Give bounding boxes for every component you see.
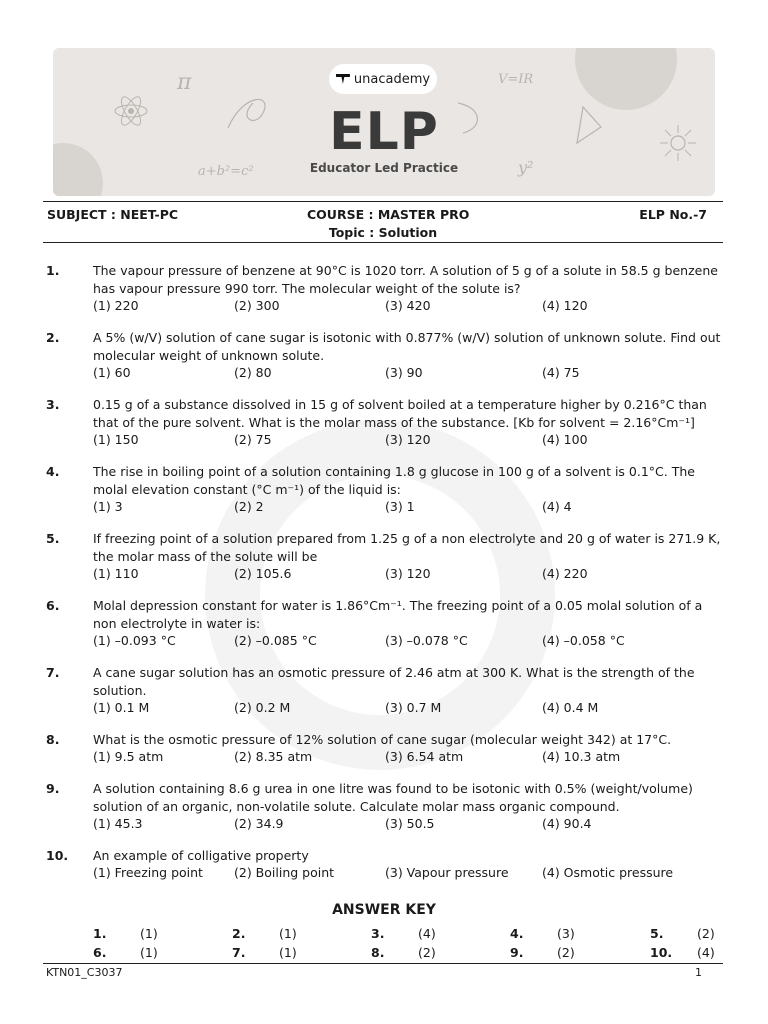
doodle-y-squared: y² (518, 158, 534, 177)
option-row (93, 297, 723, 315)
option: (2) –0.085 °C (234, 633, 317, 648)
option: (3) 0.7 M (385, 700, 442, 715)
option: (2) 34.9 (234, 816, 284, 831)
option-row (93, 498, 723, 516)
doodle-ohms-law: V=IR (498, 72, 534, 87)
answer-value: (1) (279, 926, 297, 941)
option: (3) 1 (385, 499, 415, 514)
page-title: ELP (329, 102, 439, 162)
question-number: 9. (46, 781, 60, 796)
answer-key-row (0, 926, 768, 944)
option: (3) 50.5 (385, 816, 435, 831)
elp-number: ELP No.-7 (639, 207, 707, 222)
brand-name: unacademy (353, 71, 431, 87)
option: (3) –0.078 °C (385, 633, 468, 648)
answer-value: (3) (557, 926, 575, 941)
answer-question-number: 6. (93, 945, 107, 960)
question-text: The vapour pressure of benzene at 90°C is 1020 torr. A solution of 5 g of a solute in 58.5 g benzene has vapour pressure 990 torr. The molecular weight of the solute is? (93, 263, 718, 296)
header-banner (53, 48, 715, 196)
answer-question-number: 5. (650, 926, 664, 941)
option: (3) 420 (385, 298, 431, 313)
topic-label: Topic : Solution (328, 225, 438, 240)
brand-badge (329, 64, 437, 94)
answer-question-number: 4. (510, 926, 524, 941)
option-row (93, 748, 723, 766)
answer-question-number: 3. (371, 926, 385, 941)
option: (1) 45.3 (93, 816, 143, 831)
option: (1) 60 (93, 365, 131, 380)
answer-question-number: 9. (510, 945, 524, 960)
option: (3) 120 (385, 432, 431, 447)
question-number: 10. (46, 848, 69, 863)
option: (4) 220 (542, 566, 588, 581)
answer-value: (4) (418, 926, 436, 941)
question-text: The rise in boiling point of a solution containing 1.8 g glucose in 100 g of a solvent is 0.1°C. The molal elevation constant (°C m⁻¹) of the liquid is: (93, 464, 695, 497)
question-number: 1. (46, 263, 60, 278)
question-text: Molal depression constant for water is 1.86°Cm⁻¹. The freezing point of a 0.05 molal solution of a non electrolyte in water is: (93, 598, 703, 631)
unacademy-logo-icon (336, 74, 350, 84)
answer-question-number: 7. (232, 945, 246, 960)
option: (1) 150 (93, 432, 139, 447)
footer-divider (43, 963, 723, 964)
option: (2) 105.6 (234, 566, 292, 581)
option: (3) Vapour pressure (385, 865, 509, 880)
question-text: A 5% (w/V) solution of cane sugar is isotonic with 0.877% (w/V) solution of unknown solute. Find out molecular weight of unknown solute. (93, 330, 721, 363)
question-text: A cane sugar solution has an osmotic pressure of 2.46 atm at 300 K. What is the strength of the solution. (93, 665, 695, 698)
option: (3) 90 (385, 365, 423, 380)
option: (2) 75 (234, 432, 272, 447)
answer-key-title: ANSWER KEY (332, 902, 436, 918)
option-row (93, 565, 723, 583)
option: (1) 110 (93, 566, 139, 581)
option: (1) 0.1 M (93, 700, 150, 715)
meta-row (43, 201, 723, 243)
option: (4) 75 (542, 365, 580, 380)
answer-value: (1) (140, 926, 158, 941)
decor-circle (575, 48, 677, 110)
option: (4) 90.4 (542, 816, 592, 831)
question-number: 7. (46, 665, 60, 680)
question-number: 4. (46, 464, 60, 479)
answer-question-number: 8. (371, 945, 385, 960)
question-text: 0.15 g of a substance dissolved in 15 g of solvent boiled at a temperature higher by 0.216°C than that of the pure solvent. What is the molar mass of the substance. [Kb for solvent = 2.16°Cm⁻¹] (93, 397, 707, 430)
answer-value: (2) (418, 945, 436, 960)
option: (2) 0.2 M (234, 700, 291, 715)
option: (4) 0.4 M (542, 700, 599, 715)
option: (4) Osmotic pressure (542, 865, 674, 880)
option: (1) 220 (93, 298, 139, 313)
question-text: A solution containing 8.6 g urea in one litre was found to be isotonic with 0.5% (weight/volume) solution of an organic, non-volatile solute. Calculate molar mass organic compound. (93, 781, 693, 814)
answer-value: (1) (279, 945, 297, 960)
question-number: 3. (46, 397, 60, 412)
option: (3) 6.54 atm (385, 749, 464, 764)
answer-question-number: 1. (93, 926, 107, 941)
option-row (93, 815, 723, 833)
option: (2) 8.35 atm (234, 749, 313, 764)
option: (2) 2 (234, 499, 264, 514)
option: (1) 9.5 atm (93, 749, 164, 764)
question-number: 2. (46, 330, 60, 345)
question-number: 5. (46, 531, 60, 546)
option: (4) –0.058 °C (542, 633, 625, 648)
answer-key-row (0, 945, 768, 963)
option: (1) 3 (93, 499, 123, 514)
option-row (93, 864, 723, 882)
option-row (93, 632, 723, 650)
option-row (93, 364, 723, 382)
answer-value: (2) (697, 926, 715, 941)
option: (4) 4 (542, 499, 572, 514)
option: (4) 120 (542, 298, 588, 313)
answer-value: (1) (140, 945, 158, 960)
option: (4) 100 (542, 432, 588, 447)
option: (2) Boiling point (234, 865, 335, 880)
question-text: If freezing point of a solution prepared from 1.25 g of a non electrolyte and 20 g of water is 271.9 K, the molar mass of the solute will be (93, 531, 721, 564)
question-text: What is the osmotic pressure of 12% solution of cane sugar (molecular weight 342) at 17°C. (93, 732, 672, 747)
subject-label: SUBJECT : NEET-PC (47, 207, 179, 222)
option: (3) 120 (385, 566, 431, 581)
document-code: KTN01_C3037 (46, 966, 123, 979)
question-number: 6. (46, 598, 60, 613)
course-label: COURSE : MASTER PRO (307, 207, 470, 222)
question-number: 8. (46, 732, 60, 747)
question-text: An example of colligative property (93, 848, 309, 863)
page-number: 1 (695, 966, 702, 979)
answer-question-number: 10. (650, 945, 673, 960)
option: (2) 300 (234, 298, 280, 313)
option-row (93, 699, 723, 717)
option: (4) 10.3 atm (542, 749, 621, 764)
answer-value: (2) (557, 945, 575, 960)
option: (1) –0.093 °C (93, 633, 176, 648)
option: (2) 80 (234, 365, 272, 380)
option: (1) Freezing point (93, 865, 203, 880)
answer-value: (4) (697, 945, 715, 960)
doodle-pythagoras: a+b²=c² (198, 164, 254, 179)
doodle-pi: π (177, 70, 192, 95)
answer-question-number: 2. (232, 926, 246, 941)
page-subtitle: Educator Led Practice (309, 161, 459, 175)
option-row (93, 431, 723, 449)
